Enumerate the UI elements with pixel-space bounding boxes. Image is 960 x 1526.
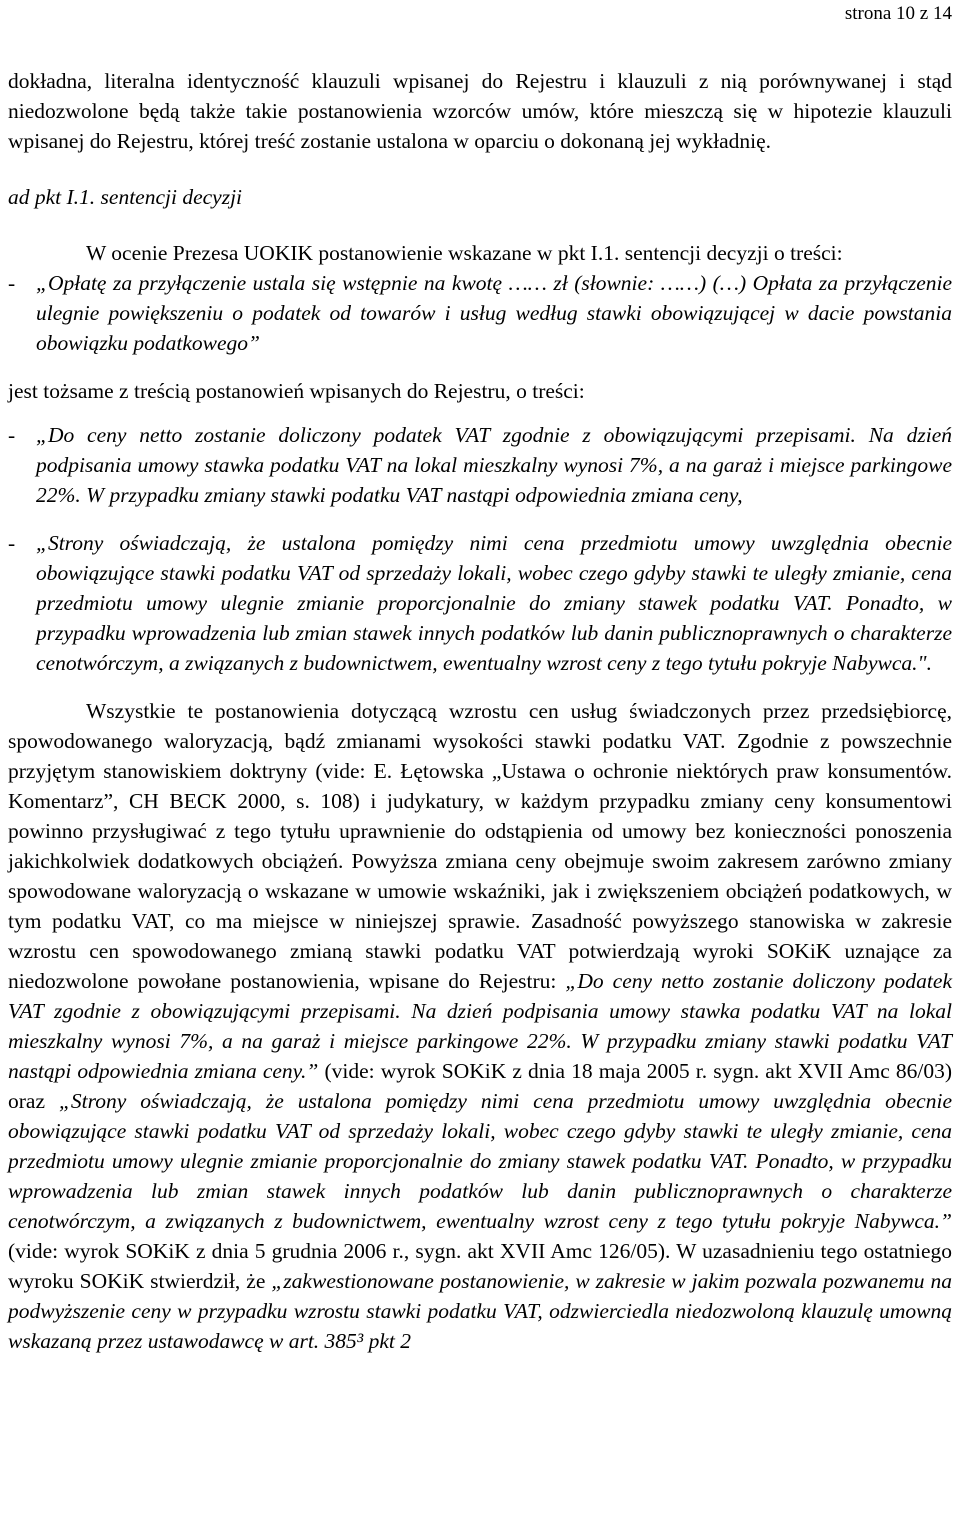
- opinion-paragraph: W ocenie Prezesa UOKIK postanowienie wskazane w pkt I.1. sentencji decyzji o treści:: [86, 241, 843, 265]
- quote-item-2: [8, 420, 952, 510]
- list-dash: -: [8, 271, 16, 295]
- main-quote-2: „Strony oświadczają, że ustalona pomiędzy nimi cena przedmiotu umowy uwzględnia obecnie obowiązujące stawki podatku VAT od sprzedaży lokali, wobec czego gdyby stawki te uległy zmianie, cena przedmiotu umowy ulegnie zmianie proporcjonalnie do zmiany stawek podatku VAT. Ponadto, w przypadku wprowadzenia lub zmian stawek innych podatków lub danin publicznoprawnych o charakterze cenotwórczym, a związanych z budownictwem, ewentualny wzrost ceny z tego tytułu pokryje Nabywca.”: [8, 1089, 952, 1233]
- page-number: strona 10 z 14: [844, 3, 952, 24]
- list-dash: -: [8, 531, 16, 555]
- main-text-3: (vide: wyrok SOKiK z dnia 5 grudnia 2006 r., sygn. akt XVII Amc 126/05). W uzasadnieniu tego ostatniego wyroku SOKiK stwierdził, że: [8, 1239, 952, 1293]
- identical-statement: jest tożsame z treścią postanowień wpisanych do Rejestru, o treści:: [8, 379, 585, 403]
- quote-item-1: [8, 268, 952, 358]
- document-body: [8, 66, 952, 1356]
- list-dash: -: [8, 423, 16, 447]
- main-quote-1: „Do ceny netto zostanie doliczony podatek VAT zgodnie z obowiązującymi przepisami. Na dzień podpisania umowy stawka podatku VAT na lokal mieszkalny wynosi 7%, a na garaż i miejsce parkingowe 22%. W przypadku zmiany stawki podatku VAT nastąpi odpowiednia zmiana ceny.”: [8, 969, 952, 1083]
- quote-text: „Do ceny netto zostanie doliczony podatek VAT zgodnie z obowiązującymi przepisami. Na dzień podpisania umowy stawka podatku VAT na lokal mieszkalny wynosi 7%, a na garaż i miejsce parkingowe 22%. W przypadku zmiany stawki podatku VAT nastąpi odpowiednia zmiana ceny,: [36, 423, 952, 507]
- main-quote-3: „zakwestionowane postanowienie, w zakresie w jakim pozwala pozwanemu na podwyższenie ceny w przypadku wzrostu stawki podatku VAT, odzwierciedla niedozwoloną klauzulę umowną wskazaną przez ustawodawcę w art. 385³ pkt 2: [8, 1269, 953, 1353]
- section-heading: ad pkt I.1. sentencji decyzji: [8, 185, 243, 209]
- main-text-1: Wszystkie te postanowienia dotyczącą wzrostu cen usług świadczonych przez przedsiębiorcę, spowodowanego waloryzacją, bądź zmianami wysokości stawki podatku VAT. Zgodnie z powszechnie przyjętym stanowiskiem doktryny (vide: E. Łętowska „Ustawa o ochronie niektórych praw konsumentów. Komentarz”, CH BECK 2000, s. 108) i judykatury, w każdym przypadku zmiany ceny konsumentowi powinno przysługiwać z tego tytułu uprawnienie do odstąpienia od umowy bez konieczności ponoszenia jakichkolwiek dodatkowych obciążeń. Powyższa zmiana ceny obejmuje swoim zakresem zarówno zmiany spowodowane waloryzacją o wskazane w umowie wskaźniki, jak i zwiększeniem obciążeń podatkowych, w tym podatku VAT, co ma miejsce w niniejszej sprawie. Zasadność powyższego stanowiska w zakresie wzrostu cen spowodowanego zmianą stawki podatku VAT potwierdzają wyroki SOKiK uznające za niedozwolone powołane postanowienia, wpisane do Rejestru:: [8, 699, 952, 993]
- quote-text: „Opłatę za przyłączenie ustala się wstępnie na kwotę …… zł (słownie: ……) (…) Opłata za przyłączenie ulegnie powiększeniu o podatek od towarów i usług według stawki obowiązującej w dacie powstania obowiązku podatkowego”: [36, 271, 952, 355]
- quote-item-3: [8, 528, 952, 678]
- main-paragraph: [8, 696, 952, 1356]
- quote-text: „Strony oświadczają, że ustalona pomiędzy nimi cena przedmiotu umowy uwzględnia obecnie obowiązujące stawki podatku VAT od sprzedaży lokali, wobec czego gdyby stawki te uległy zmianie, cena przedmiotu umowy ulegnie zmianie proporcjonalnie do zmiany stawek podatku VAT. Ponadto, w przypadku wprowadzenia lub zmian stawek innych podatków lub danin publicznoprawnych o charakterze cenotwórczym, a związanych z budownictwem, ewentualny wzrost ceny z tego tytułu pokryje Nabywca.".: [36, 531, 952, 675]
- intro-paragraph: dokładna, literalna identyczność klauzuli wpisanej do Rejestru i klauzuli z nią porównywanej i stąd niedozwolone będą także takie postanowienia wzorców umów, które mieszczą się w hipotezie klauzuli wpisanej do Rejestru, której treść zostanie ustalona w oparciu o dokonaną jej wykładnię.: [8, 69, 952, 153]
- main-text-2: (vide: wyrok SOKiK z dnia 18 maja 2005 r. sygn. akt XVII Amc 86/03) oraz: [8, 1059, 952, 1113]
